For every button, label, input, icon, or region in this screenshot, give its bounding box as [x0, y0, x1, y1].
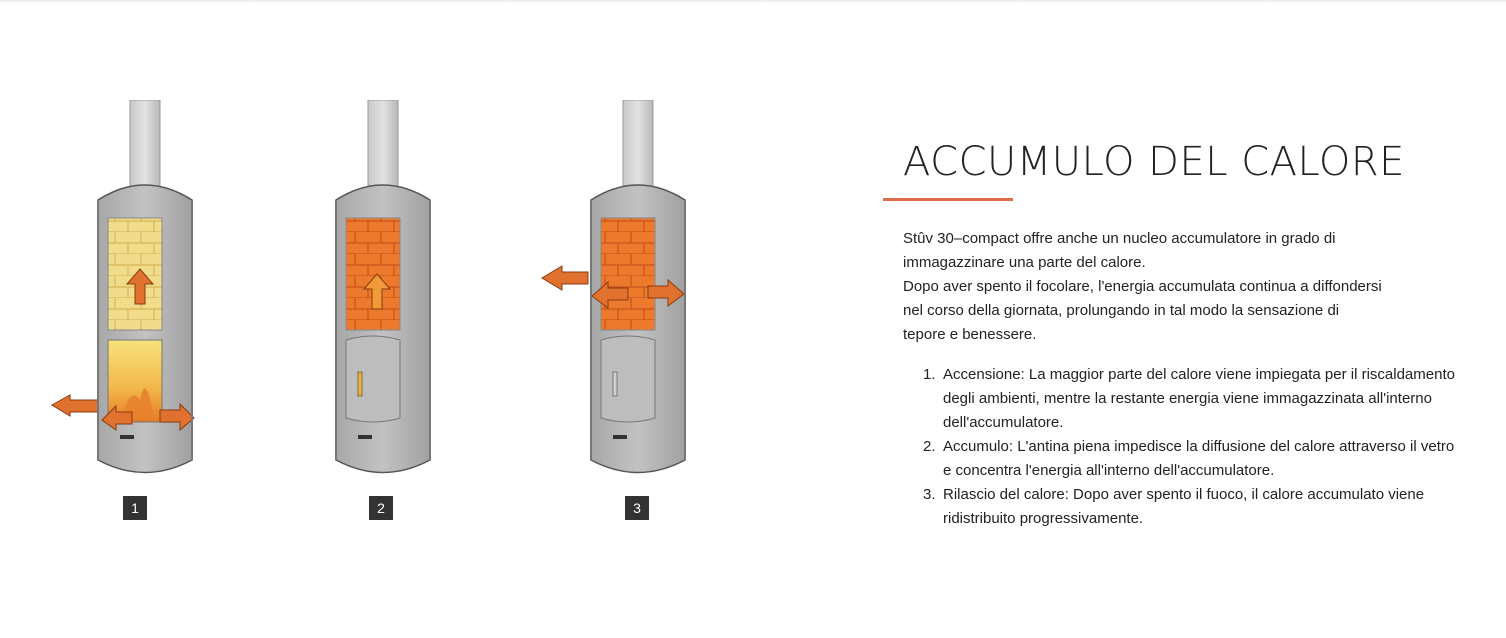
step-number: 1.	[923, 366, 936, 383]
stove-3-diagram	[540, 100, 710, 500]
intro-paragraph-1: Stûv 30–compact offre anche un nucleo accumulatore in grado di immagazzinare una parte del calore.	[903, 230, 1336, 271]
content-panel	[883, 140, 1473, 531]
list-item	[903, 435, 1463, 483]
list-item	[903, 363, 1463, 435]
step-badge-3: 3	[625, 496, 649, 520]
step-badge-2: 2	[369, 496, 393, 520]
list-item	[903, 483, 1463, 531]
top-shadow	[0, 0, 1506, 3]
step-number: 3.	[923, 486, 936, 503]
section-title: ACCUMULO DEL CALORE	[903, 139, 1405, 185]
steps-list	[903, 363, 1473, 531]
step-text: Accumulo: L'antina piena impedisce la diffusione del calore attraverso il vetro e concentra l'energia all'interno dell'accumulatore.	[943, 438, 1455, 479]
intro-paragraph-2: Dopo aver spento il focolare, l'energia accumulata continua a diffondersi nel corso della giornata, prolungando in tal modo la sensazione di tepore e benessere.	[903, 278, 1382, 343]
step-text: Rilascio del calore: Dopo aver spento il fuoco, il calore accumulato viene ridistribuito progressivamente.	[943, 486, 1425, 527]
stove-1-diagram	[50, 100, 220, 500]
step-badge-1: 1	[123, 496, 147, 520]
stove-illustration	[0, 90, 780, 530]
step-number: 2.	[923, 438, 936, 455]
step-text: Accensione: La maggior parte del calore viene impiegata per il riscaldamento degli ambienti, mentre la restante energia viene immagazzinata all'interno dell'accumulatore.	[943, 366, 1455, 431]
title-accent-rule	[883, 198, 1013, 201]
intro-text	[903, 227, 1383, 347]
stove-2-diagram	[290, 100, 460, 500]
